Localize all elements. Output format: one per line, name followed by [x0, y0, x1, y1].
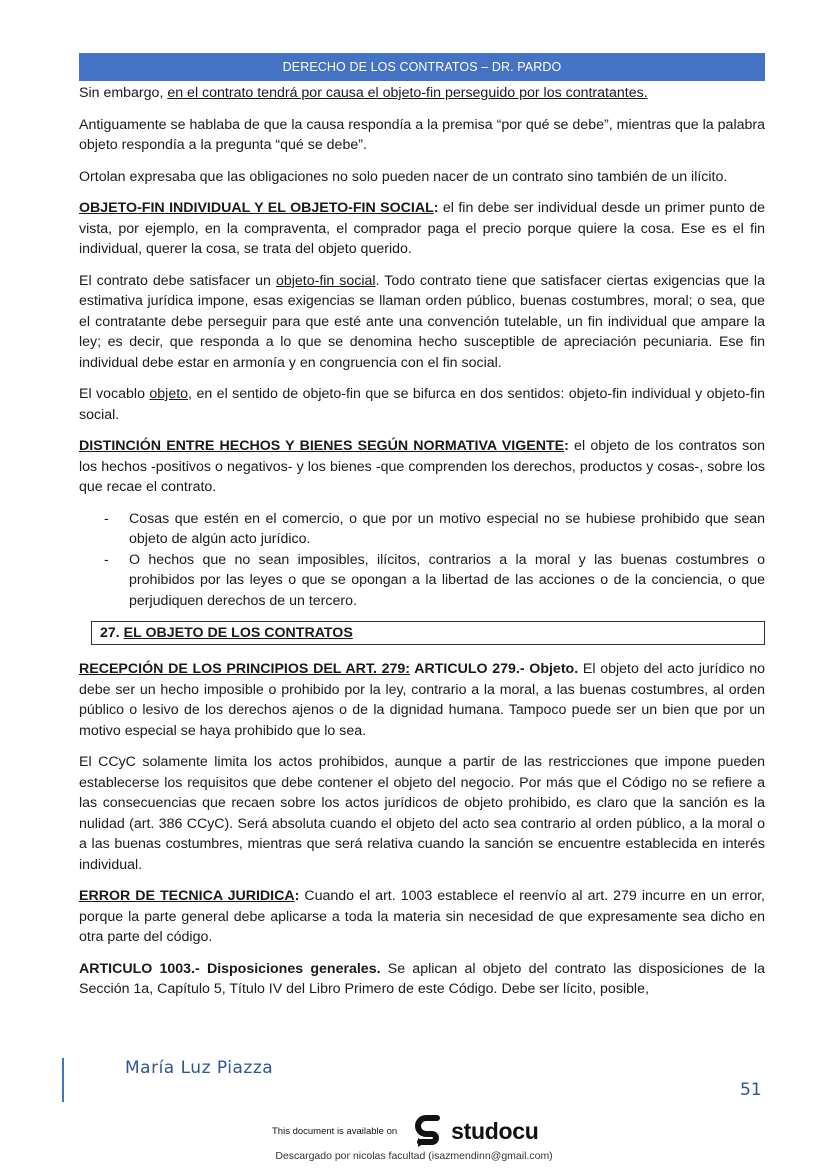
paragraph: El CCyC solamente limita los actos prohibidos, aunque a partir de las restricciones que impone pueden establecerse los requisitos que debe contener el objeto del negocio. Por más que el Código no se refiere a las consecuencias que recaen sobre los actos jurídicos de objeto prohibido, es claro que la sanción es la nulidad (art. 386 CCyC). Será absoluta cuando el objeto del acto sea contrario al orden público, a la moral o a las buenas costumbres, mientras que será relativa cuando la sanción se encuentre establecida en interés individual. [79, 754, 765, 873]
underlined-text: en el contrato tendrá por causa el objeto-fin perseguido por los contratantes. [167, 85, 648, 101]
page-body [79, 83, 765, 1011]
paragraph: Ortolan expresaba que las obligaciones no solo pueden nacer de un contrato sino también de un ilícito. [79, 168, 728, 185]
underlined-text: objeto-fin social [275, 272, 376, 289]
list-item: - O hechos que no sean imposibles, ilícitos, contrarios a la moral y las buenas costumbres o prohibidos por las leyes o que se opongan a la libertad de las acciones o de la conciencia, o que perjudiquen derechos de un tercero. [129, 550, 765, 612]
subheading: RECEPCIÓN DE LOS PRINCIPIOS DEL ART. 279: [79, 661, 411, 677]
bullet-list [79, 509, 765, 612]
underlined-text: objeto, [149, 386, 193, 402]
studocu-banner[interactable] [272, 1113, 539, 1149]
paragraph: RECEPCIÓN DE LOS PRINCIPIOS DEL ART. 279: ARTICULO 279.- Objeto. El objeto del acto jurídico no debe ser un hecho imposible o prohibido por la ley, contrario a la moral, a las buenas costumbres, al orden público o lesivo de los derechos ajenos o de la dignidad humana. Tampoco puede ser un bien que por un motivo especial se haya prohibido que lo sea. [79, 661, 765, 739]
page-number: 51 [740, 1080, 762, 1100]
paragraph: Sin embargo, en el contrato tendrá por causa el objeto-fin perseguido por los contratantes. [79, 85, 648, 101]
subheading: ERROR DE TECNICA JURIDICA [79, 888, 295, 904]
subheading: OBJETO-FIN INDIVIDUAL Y EL OBJETO-FIN SOCIAL [79, 200, 434, 216]
availability-text: This document is available on [272, 1125, 398, 1137]
paragraph: OBJETO-FIN INDIVIDUAL Y EL OBJETO-FIN SOCIAL: el fin debe ser individual desde un primer punto de vista, por ejemplo, en la compraventa, el comprador paga el precio porque quiere la cosa. Ese es el fin individual, querer la cosa, se trata del objeto querido. [79, 200, 766, 257]
footer-divider [62, 1058, 64, 1102]
paragraph: ERROR DE TECNICA JURIDICA: Cuando el art. 1003 establece el reenvío al art. 279 incurre en un error, porque la parte general debe aplicarse a toda la materia sin necesidad de que expresamente sea dicho en otra parte del código. [79, 888, 765, 945]
studocu-logo-icon [415, 1114, 445, 1148]
download-notice: Descargado por nicolas facultad (isazmendinn@gmail.com) [275, 1150, 553, 1162]
paragraph: El vocablo objeto, en el sentido de objeto-fin que se bifurca en dos sentidos: objeto-fin individual y objeto-fin social. [79, 386, 765, 423]
subheading: DISTINCIÓN ENTRE HECHOS Y BIENES SEGÚN NORMATIVA VIGENTE [79, 438, 565, 454]
paragraph: El contrato debe satisfacer un objeto-fin social. Todo contrato tiene que satisfacer ciertas exigencias que la estimativa jurídica impone, esas exigencias se llaman orden público, buenas costumbres, moral; o sea, que el contratante debe perseguir para que esté ante una convención tutelable, un fin individual que ampare la ley; es decir, que responda a lo que se denomina hecho susceptible de apreciación pecuniaria. Ese fin individual debe estar en armonía y en congruencia con el fin social. [79, 272, 765, 371]
paragraph: ARTICULO 1003.- Disposiciones generales. Se aplican al objeto del contrato las disposiciones de la Sección 1a, Capítulo 5, Título IV del Libro Primero de este Código. Debe ser lícito, posible, [79, 960, 765, 997]
studocu-brand: studocu [451, 1117, 539, 1144]
list-item: - Cosas que estén en el comercio, o que por un motivo especial no se hubiese prohibido que sean objeto de algún acto jurídico. [129, 509, 765, 550]
author-name: María Luz Piazza [125, 1058, 274, 1078]
paragraph: Antiguamente se hablaba de que la causa respondía a la premisa “por qué se debe”, mientras que la palabra objeto respondía a la pregunta “qué se debe”. [79, 116, 765, 153]
section-heading: 27. EL OBJETO DE LOS CONTRATOS [91, 621, 765, 645]
paragraph: DISTINCIÓN ENTRE HECHOS Y BIENES SEGÚN NORMATIVA VIGENTE: el objeto de los contratos son los hechos -positivos o negativos- y los bienes -que comprenden los derechos, productos y cosas-, sobre los que recae el contrato. [79, 438, 766, 495]
document-header: DERECHO DE LOS CONTRATOS – DR. PARDO [79, 53, 765, 81]
